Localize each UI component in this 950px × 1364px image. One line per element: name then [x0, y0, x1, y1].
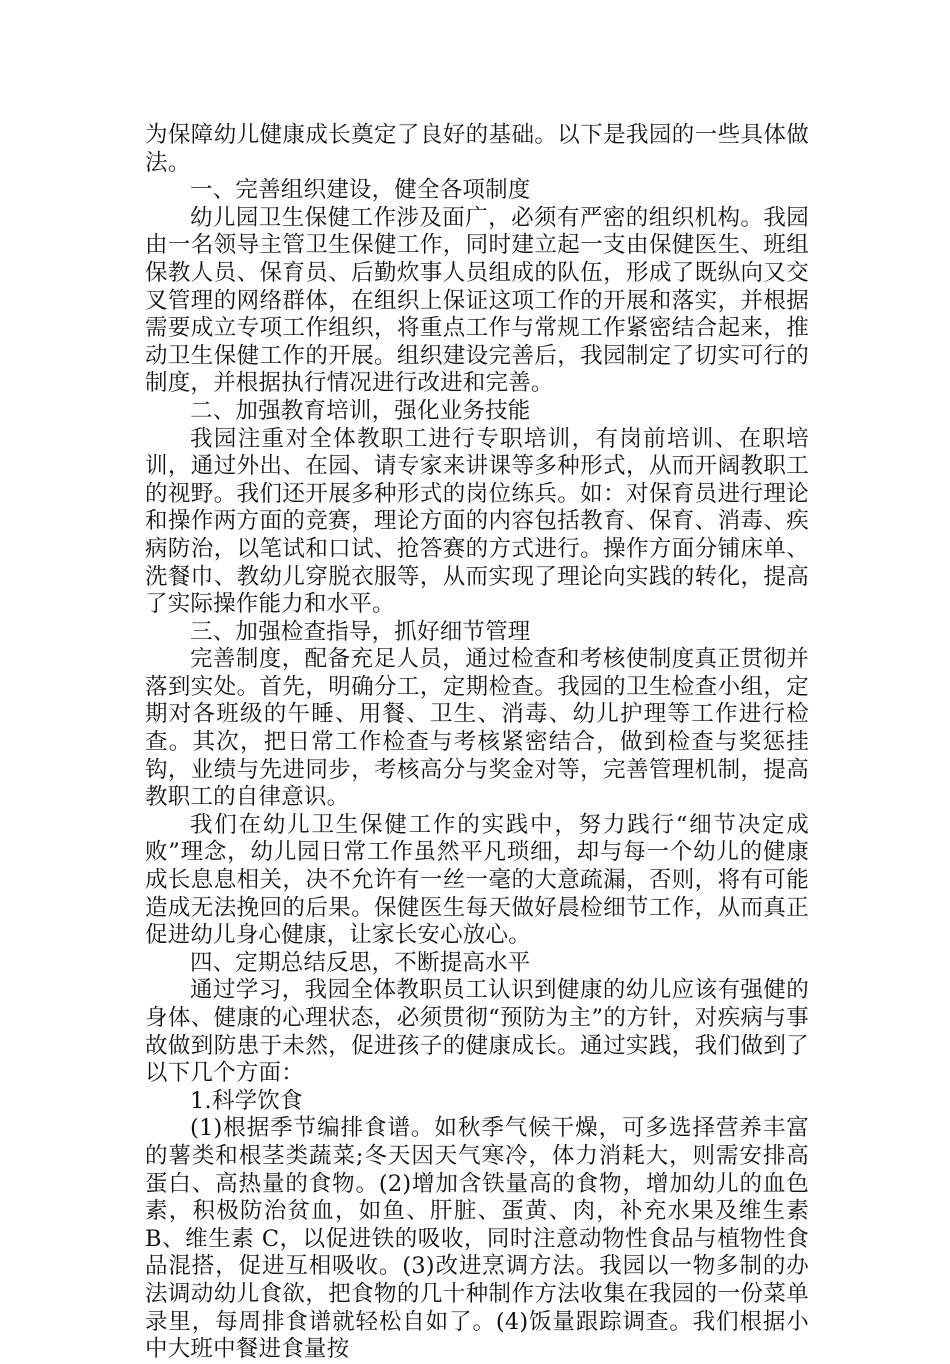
section-heading-3: 三、加强检查指导，抓好细节管理	[190, 618, 531, 645]
section-heading-4: 四、定期总结反思，不断提高水平	[190, 949, 531, 976]
paragraph: 我园注重对全体教职工进行专职培训，有岗前培训、在职培训，通过外出、在园、请专家来讲课等多种形式，从而开阔教职工的视野。我们还开展多种形式的岗位练兵。如：对保育员进行理论和操作两方面的竞赛，理论方面的内容包括教育、保育、消毒、疾病防治，以笔试和口试、抢答赛的方式进行。操作方面分铺床单、洗餐巾、教幼儿穿脱衣服等，从而实现了理论向实践的转化，提高了实际操作能力和水平。	[145, 425, 809, 618]
paragraph: 我们在幼儿卫生保健工作的实践中，努力践行“细节决定成败”理念，幼儿园日常工作虽然平凡琐细，却与每一个幼儿的健康成长息息相关，决不允许有一丝一毫的大意疏漏，否则，将有可能造成无法挽回的后果。保健医生每天做好晨检细节工作，从而真正促进幼儿身心健康，让家长安心放心。	[145, 811, 809, 949]
section-heading-1: 一、完善组织建设，健全各项制度	[190, 177, 531, 204]
paragraph: 通过学习，我园全体教职员工认识到健康的幼儿应该有强健的身体、健康的心理状态，必须贯彻“预防为主”的方针，对疾病与事故做到防患于未然，促进孩子的健康成长。通过实践，我们做到了以下几个方面：	[145, 977, 809, 1087]
subsection-heading: 1.科学饮食	[190, 1087, 303, 1114]
paragraph-continuation: 为保障幼儿健康成长奠定了良好的基础。以下是我园的一些具体做法。	[145, 122, 809, 176]
section-heading-2: 二、加强教育培训，强化业务技能	[190, 397, 531, 424]
document-body	[145, 122, 809, 1364]
paragraph: 完善制度，配备充足人员，通过检查和考核使制度真正贯彻并落到实处。首先，明确分工，定期检查。我园的卫生检查小组，定期对各班级的午睡、用餐、卫生、消毒、幼儿护理等工作进行检查。其次，把日常工作检查与考核紧密结合，做到检查与奖惩挂钩，业绩与先进同步，考核高分与奖金对等，完善管理机制，提高教职工的自律意识。	[145, 646, 809, 811]
paragraph: 幼儿园卫生保健工作涉及面广，必须有严密的组织机构。我园由一名领导主管卫生保健工作，同时建立起一支由保健医生、班组保教人员、保育员、后勤炊事人员组成的队伍，形成了既纵向又交叉管理的网络群体，在组织上保证这项工作的开展和落实，并根据需要成立专项工作组织，将重点工作与常规工作紧密结合起来，推动卫生保健工作的开展。组织建设完善后，我园制定了切实可行的制度，并根据执行情况进行改进和完善。	[145, 204, 809, 397]
paragraph: (1)根据季节编排食谱。如秋季气候干燥，可多选择营养丰富的薯类和根茎类蔬菜;冬天因天气寒冷，体力消耗大，则需安排高蛋白、高热量的食物。(2)增加含铁量高的食物，增加幼儿的血色素，积极防治贫血，如鱼、肝脏、蛋黄、肉，补充水果及维生素 B、维生素 C，以促进铁的吸收，同时注意动物性食品与植物性食品混搭，促进互相吸收。(3)改进烹调方法。我园以一物多制的办法调动幼儿食欲，把食物的几十种制作方法收集在我园的一份菜单录里，每周排食谱就轻松自如了。(4)饭量跟踪调查。我们根据小中大班中餐进食量按	[145, 1115, 809, 1363]
